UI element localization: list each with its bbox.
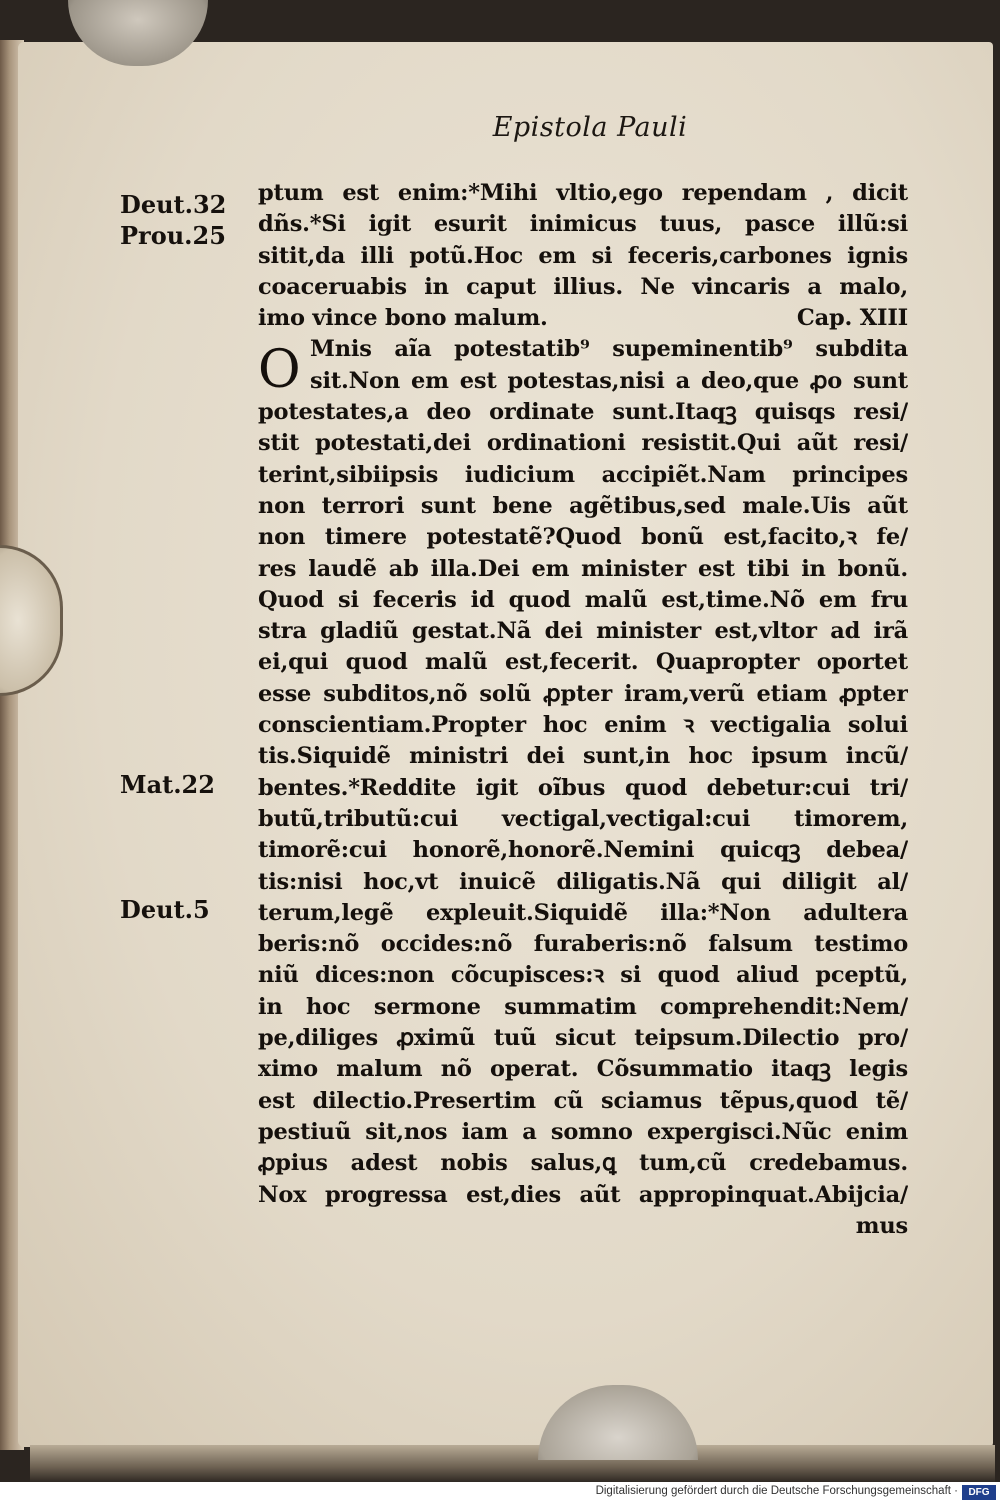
page-edge bbox=[30, 1445, 995, 1482]
text-line: Nox progressa est,dies aũt appropinquat.Abijcia/ bbox=[258, 1181, 908, 1208]
text-line: res laudẽ ab illa.Dei em minister est tibi in bonũ. bbox=[258, 555, 908, 582]
text-line: tis.Siquidẽ ministri dei sunt,in hoc ipsum incũ/ bbox=[258, 743, 908, 770]
text-line bbox=[258, 303, 908, 334]
text-line: conscientiam.Propter hoc enim ꝛ vectigalia solui bbox=[258, 712, 908, 739]
text-line: timorẽ:cui honorẽ,honorẽ.Nemini quicqꝫ debea/ bbox=[258, 837, 908, 864]
text-fragment: imo vince bono malum. bbox=[258, 305, 548, 332]
text-line: ximo malum nõ operat. Cõsummatio itaqꝫ legis bbox=[258, 1056, 908, 1083]
margin-note: Prou.25 bbox=[120, 221, 226, 250]
catchword: mus bbox=[855, 1212, 908, 1239]
text-line: tis:nisi hoc,vt inuicẽ diligatis.Nã qui diligit al/ bbox=[258, 868, 908, 895]
text-line: ei,qui quod malũ est,fecerit. Quapropter oportet bbox=[258, 649, 908, 676]
margin-note: Deut.5 bbox=[120, 895, 210, 924]
text-line: Quod si feceris id quod malũ est,time.Nõ em fru bbox=[258, 586, 908, 613]
text-line: sitit,da illi potũ.Hoc em si feceris,carbones ignis bbox=[258, 242, 908, 269]
text-line: coaceruabis in caput illius. Ne vincaris a malo, bbox=[258, 273, 908, 300]
text-line: esse subditos,nõ solũ ꝓpter iram,verũ etiam ꝓpter bbox=[258, 680, 908, 707]
text-line: Mnis aĩa potestatib⁹ supeminentib⁹ subdita bbox=[310, 336, 908, 363]
text-line: non timere potestatẽ?Quod bonũ est,facito,ꝛ fe/ bbox=[258, 524, 908, 551]
text-line: bentes.*Reddite igit oĩbus quod debetur:cui tri/ bbox=[258, 774, 908, 801]
initial-letter: O bbox=[258, 340, 301, 400]
running-header: Epistola Pauli bbox=[492, 112, 688, 143]
text-line: niũ dices:non cõcupisces:ꝛ si quod aliud pceptũ, bbox=[258, 962, 908, 989]
text-line: dñs.*Si igit esurit inimicus tuus, pasce illũ:si bbox=[258, 211, 908, 238]
text-line: beris:nõ occides:nõ furaberis:nõ falsum testimo bbox=[258, 931, 908, 958]
margin-note: Deut.32 bbox=[120, 190, 227, 219]
text-line: stra gladiũ gestat.Nã dei minister est,vltor ad irã bbox=[258, 618, 908, 645]
text-line: non terrori sunt bene agẽtibus,sed male.Uis aũt bbox=[258, 492, 908, 519]
text-line: stit potestati,dei ordinationi resistit.Qui aũt resi/ bbox=[258, 430, 908, 457]
text-line: butũ,tributũ:cui vectigal,vectigal:cui timorem, bbox=[258, 805, 908, 832]
footer-credit: Digitalisierung gefördert durch die Deutsche Forschungsgemeinschaft · bbox=[595, 1485, 958, 1497]
text-line: terum,legẽ expleuit.Siquidẽ illa:*Non adultera bbox=[258, 899, 908, 926]
text-line: pestiuũ sit,nos iam a somno expergisci.Nũc enim bbox=[258, 1118, 908, 1145]
text-line: est dilectio.Presertim cũ sciamus tẽpus,quod tẽ/ bbox=[258, 1087, 908, 1114]
text-line: sit.Non em est potestas,nisi a deo,que ꝓo sunt bbox=[310, 367, 908, 394]
text-line: terint,sibiipsis iudicium accipiẽt.Nam principes bbox=[258, 461, 908, 488]
text-line: pe,diliges ꝓximũ tuũ sicut teipsum.Dilectio pro/ bbox=[258, 1025, 908, 1052]
text-block bbox=[258, 178, 908, 1242]
dfg-logo: DFG bbox=[962, 1485, 996, 1500]
text-line: in hoc sermone summatim comprehendit:Nem/ bbox=[258, 993, 908, 1020]
text-line: potestates,a deo ordinate sunt.Itaqꝫ quisqs resi/ bbox=[258, 399, 908, 426]
margin-note: Mat.22 bbox=[120, 770, 215, 799]
text-line: ptum est enim:*Mihi vltio,ego rependam , dicit bbox=[258, 180, 908, 206]
footer-bar bbox=[0, 1482, 1000, 1503]
text-line: ꝓpius adest nobis salus,ꝗ tum,cũ credebamus. bbox=[258, 1150, 908, 1177]
chapter-heading: Cap. XIII bbox=[796, 305, 908, 332]
